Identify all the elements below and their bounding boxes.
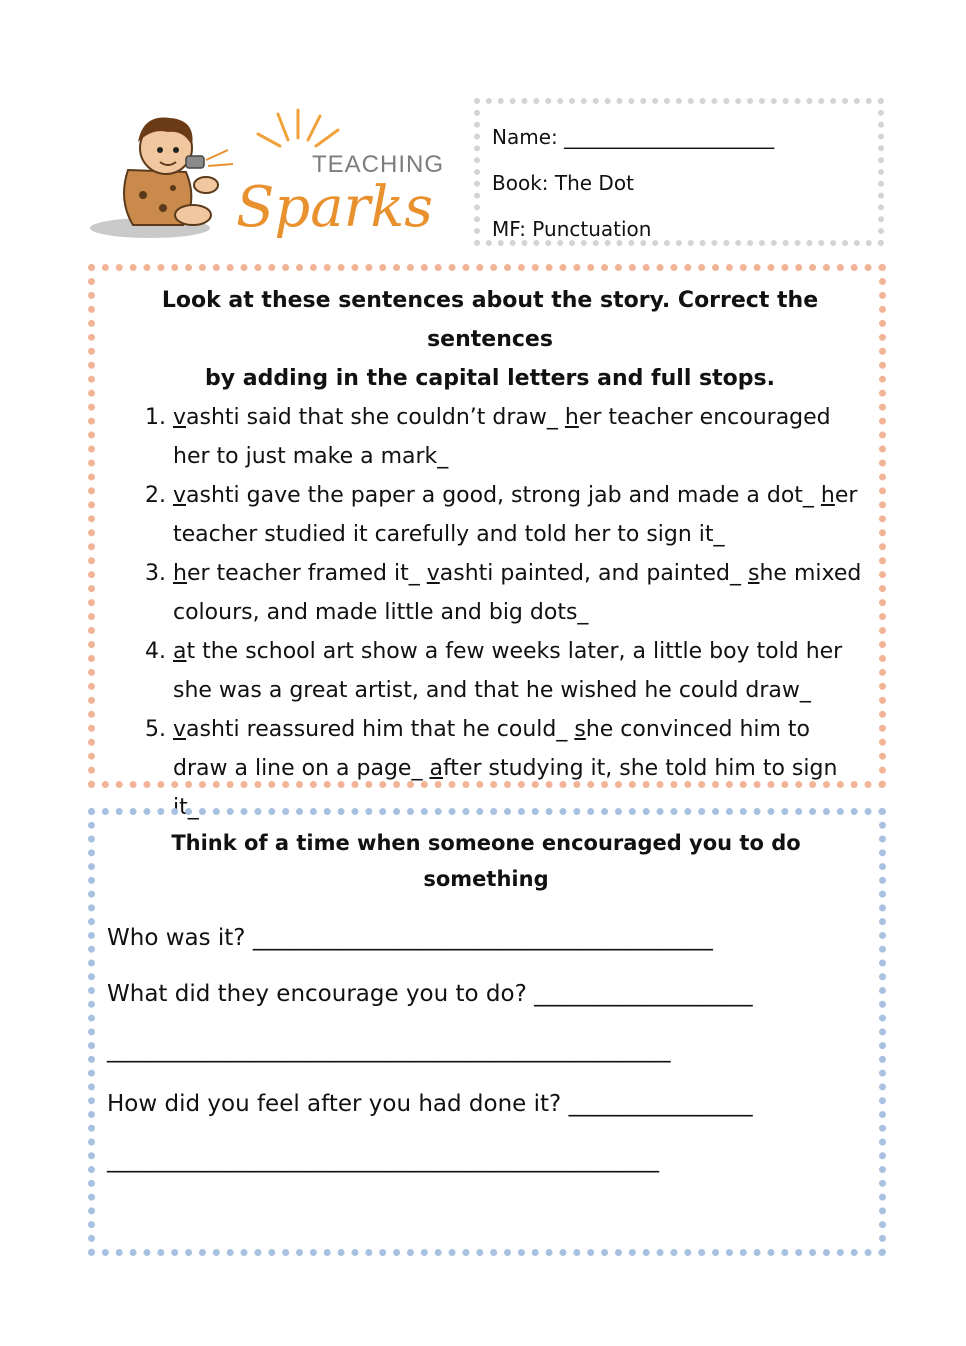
heading-line-1: Look at these sentences about the story. Correct the sentences [161,288,819,352]
item-number: 3. [145,561,166,586]
sentence-text: he mixed colours, and made little and big dots_ [173,561,862,625]
sentence-list [115,398,865,827]
logo-word-bottom: Sparks [236,175,434,240]
teaching-sparks-logo [88,100,460,248]
sentence-text: ashti said that she couldn’t draw_ [186,405,565,430]
capital-marker: h [173,561,187,586]
capital-marker: s [748,561,760,586]
sentence-text: er teacher studied it carefully and told her to sign it_ [173,483,858,547]
capital-marker: v [173,717,187,742]
sentence-item [115,476,865,554]
reflection-heading: Think of a time when someone encouraged you to do something [171,831,801,891]
sentence-text: ashti gave the paper a good, strong jab and made a dot_ [186,483,821,508]
item-number: 1. [145,405,166,430]
capital-marker: h [820,483,835,508]
capital-marker: v [426,561,440,586]
name-field[interactable]: Name: _____________________ [492,125,775,149]
book-title: Book: The Dot [492,171,634,195]
sentence-item [115,632,865,710]
capital-marker: s [574,717,586,742]
sentence-item [115,554,865,632]
item-number: 5. [145,717,166,742]
focus-label: MF: Punctuation [492,217,652,241]
sentence-text: fter studying it, she told him to sign it_ [173,756,838,820]
exercise-heading [115,281,865,398]
sentence-text: ashti painted, and painted_ [439,561,748,586]
item-number: 4. [145,639,166,664]
capital-marker: h [564,405,579,430]
heading-line-2: by adding in the capital letters and full stops. [205,366,775,391]
student-info-box [474,98,884,246]
sentence-text: t the school art show a few weeks later, a little boy told her she was a great artist, and that he wished he could draw_ [173,639,843,703]
capital-marker: v [173,483,187,508]
capital-marker: v [173,405,187,430]
punctuation-exercise [88,264,886,820]
item-number: 2. [145,483,166,508]
sentence-text: er teacher framed it_ [186,561,427,586]
answer-line[interactable]: ________________________________________________ [107,1147,659,1173]
sentence-text: ashti reassured him that he could_ [186,717,575,742]
sentence-item [115,398,865,476]
question-what[interactable]: What did they encourage you to do? ___________________ [107,981,753,1007]
caveman-mascot-icon [88,100,460,248]
capital-marker: a [429,756,443,781]
question-feel[interactable]: How did you feel after you had done it? ________________ [107,1091,753,1117]
capital-marker: a [173,639,187,664]
answer-line[interactable]: _________________________________________________ [107,1037,671,1063]
logo-word-top: TEACHING [312,151,445,178]
question-who[interactable]: Who was it? ________________________________________ [107,925,713,951]
sentence-text: er teacher encouraged her to just make a mark_ [173,405,831,469]
sentence-text: he convinced him to draw a line on a page_ [173,717,811,781]
reflection-section [88,808,886,1256]
